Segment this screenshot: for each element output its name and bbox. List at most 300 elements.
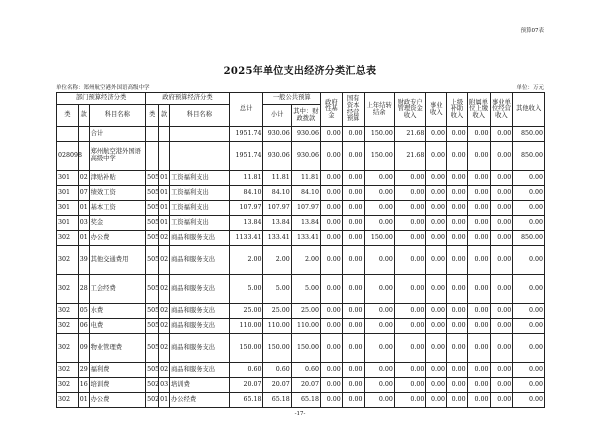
special-account-header: 财政专户管理资金收入 bbox=[394, 93, 426, 127]
cell-glei: 502 bbox=[146, 378, 159, 393]
cell-fiscal: 25.00 bbox=[291, 304, 320, 319]
cell-lei: 301 bbox=[57, 171, 79, 186]
cell-business: 0.00 bbox=[426, 319, 447, 334]
cell-fiscal: 84.10 bbox=[291, 186, 320, 201]
business-income-header: 事业收入 bbox=[426, 93, 447, 127]
dept-group-header: 部门预算经济分类 bbox=[57, 93, 146, 105]
table-row bbox=[57, 127, 545, 142]
cell-fund: 0.00 bbox=[321, 201, 343, 216]
cell-carryover: 0.00 bbox=[364, 334, 394, 363]
cell-superior: 0.00 bbox=[447, 186, 468, 201]
cell-glei: 505 bbox=[146, 186, 159, 201]
cell-operating: 0.00 bbox=[490, 231, 513, 246]
cell-name: 绩效工资 bbox=[89, 186, 146, 201]
cell-fiscal: 150.00 bbox=[291, 334, 320, 363]
cell-carryover: 0.00 bbox=[364, 363, 394, 378]
cell-kuan: 01 bbox=[78, 393, 89, 408]
cell-operating: 0.00 bbox=[490, 393, 513, 408]
dept-subject-header: 科目名称 bbox=[89, 105, 146, 127]
cell-kuan: 01 bbox=[78, 231, 89, 246]
cell-fiscal: 110.00 bbox=[291, 319, 320, 334]
cell-name: 郑州航空港外国语高级中学 bbox=[89, 142, 146, 171]
cell-gkuan: 01 bbox=[159, 171, 170, 186]
cell-operating: 0.00 bbox=[490, 334, 513, 363]
cell-glei bbox=[146, 127, 159, 142]
table-row bbox=[57, 216, 545, 231]
cell-fund: 0.00 bbox=[321, 186, 343, 201]
cell-fiscal: 107.97 bbox=[291, 201, 320, 216]
cell-operating: 0.00 bbox=[490, 246, 513, 275]
cell-fund: 0.00 bbox=[321, 334, 343, 363]
cell-other: 0.00 bbox=[513, 378, 545, 393]
cell-gkuan bbox=[159, 127, 170, 142]
cell-capital: 0.00 bbox=[342, 319, 364, 334]
cell-other: 0.00 bbox=[513, 393, 545, 408]
cell-subtotal: 107.97 bbox=[263, 201, 291, 216]
cell-superior: 0.00 bbox=[447, 127, 468, 142]
cell-gname: 商品和服务支出 bbox=[170, 231, 230, 246]
cell-special: 21.68 bbox=[394, 127, 426, 142]
cell-total: 84.10 bbox=[229, 186, 263, 201]
cell-business: 0.00 bbox=[426, 127, 447, 142]
cell-other: 0.00 bbox=[513, 171, 545, 186]
cell-operating: 0.00 bbox=[490, 216, 513, 231]
cell-total: 107.97 bbox=[229, 201, 263, 216]
cell-gname: 工资福利支出 bbox=[170, 186, 230, 201]
superior-subsidy-header: 上级补助收入 bbox=[447, 93, 468, 127]
cell-affiliated: 0.00 bbox=[467, 378, 490, 393]
cell-carryover: 0.00 bbox=[364, 393, 394, 408]
cell-carryover: 0.00 bbox=[364, 186, 394, 201]
cell-affiliated: 0.00 bbox=[467, 216, 490, 231]
cell-special: 0.00 bbox=[394, 334, 426, 363]
cell-kuan: 29 bbox=[78, 363, 89, 378]
cell-total: 65.18 bbox=[229, 393, 263, 408]
cell-capital: 0.00 bbox=[342, 393, 364, 408]
cell-glei: 505 bbox=[146, 275, 159, 304]
cell-affiliated: 0.00 bbox=[467, 334, 490, 363]
cell-kuan: 05 bbox=[78, 304, 89, 319]
cell-business: 0.00 bbox=[426, 393, 447, 408]
cell-business: 0.00 bbox=[426, 231, 447, 246]
cell-glei: 502 bbox=[146, 393, 159, 408]
cell-affiliated: 0.00 bbox=[467, 171, 490, 186]
cell-gkuan: 02 bbox=[159, 334, 170, 363]
cell-total: 20.07 bbox=[229, 378, 263, 393]
cell-total: 2.00 bbox=[229, 246, 263, 275]
cell-capital: 0.00 bbox=[342, 127, 364, 142]
cell-business: 0.00 bbox=[426, 186, 447, 201]
cell-fund: 0.00 bbox=[321, 231, 343, 246]
cell-superior: 0.00 bbox=[447, 378, 468, 393]
cell-total: 25.00 bbox=[229, 304, 263, 319]
affiliated-income-header: 附属单位上缴收入 bbox=[467, 93, 490, 127]
cell-gname: 工资福利支出 bbox=[170, 201, 230, 216]
cell-name: 办公费 bbox=[89, 393, 146, 408]
cell-operating: 0.00 bbox=[490, 127, 513, 142]
cell-kuan: 09 bbox=[78, 334, 89, 363]
cell-superior: 0.00 bbox=[447, 216, 468, 231]
cell-other: 0.00 bbox=[513, 304, 545, 319]
cell-glei: 505 bbox=[146, 363, 159, 378]
page-title: 2025年单位支出经济分类汇总表 bbox=[223, 66, 377, 77]
cell-capital: 0.00 bbox=[342, 231, 364, 246]
cell-carryover: 150.00 bbox=[364, 127, 394, 142]
cell-gkuan: 01 bbox=[159, 186, 170, 201]
cell-special: 0.00 bbox=[394, 393, 426, 408]
capital-header: 国有资本经营预算 bbox=[342, 93, 364, 127]
cell-superior: 0.00 bbox=[447, 275, 468, 304]
cell-carryover: 0.00 bbox=[364, 304, 394, 319]
cell-business: 0.00 bbox=[426, 334, 447, 363]
cell-superior: 0.00 bbox=[447, 171, 468, 186]
cell-gname: 工资福利支出 bbox=[170, 216, 230, 231]
cell-operating: 0.00 bbox=[490, 378, 513, 393]
cell-gname: 商品和服务支出 bbox=[170, 319, 230, 334]
cell-carryover: 0.00 bbox=[364, 246, 394, 275]
cell-total: 13.84 bbox=[229, 216, 263, 231]
cell-subtotal: 20.07 bbox=[263, 378, 291, 393]
cell-subtotal: 11.81 bbox=[263, 171, 291, 186]
cell-other: 0.00 bbox=[513, 275, 545, 304]
cell-capital: 0.00 bbox=[342, 186, 364, 201]
cell-glei: 505 bbox=[146, 201, 159, 216]
operating-income-header: 事业单位经营收入 bbox=[490, 93, 513, 127]
cell-fund: 0.00 bbox=[321, 393, 343, 408]
cell-subtotal: 25.00 bbox=[263, 304, 291, 319]
cell-fund: 0.00 bbox=[321, 363, 343, 378]
cell-fiscal: 13.84 bbox=[291, 216, 320, 231]
cell-lei: 301 bbox=[57, 186, 79, 201]
cell-operating: 0.00 bbox=[490, 171, 513, 186]
cell-name: 合计 bbox=[89, 127, 146, 142]
table-row bbox=[57, 275, 545, 304]
cell-other: 850.00 bbox=[513, 231, 545, 246]
cell-glei: 505 bbox=[146, 216, 159, 231]
cell-gname: 商品和服务支出 bbox=[170, 304, 230, 319]
cell-operating: 0.00 bbox=[490, 275, 513, 304]
cell-carryover: 0.00 bbox=[364, 216, 394, 231]
gov-subject-header: 科目名称 bbox=[170, 105, 230, 127]
dept-kuan-header: 款 bbox=[78, 105, 89, 127]
cell-gkuan bbox=[159, 142, 170, 171]
cell-glei: 505 bbox=[146, 319, 159, 334]
cell-other: 0.00 bbox=[513, 186, 545, 201]
cell-other: 850.00 bbox=[513, 127, 545, 142]
cell-total: 1951.74 bbox=[229, 142, 263, 171]
cell-capital: 0.00 bbox=[342, 142, 364, 171]
table-row bbox=[57, 201, 545, 216]
cell-affiliated: 0.00 bbox=[467, 393, 490, 408]
cell-superior: 0.00 bbox=[447, 393, 468, 408]
cell-gname: 商品和服务支出 bbox=[170, 275, 230, 304]
cell-fund: 0.00 bbox=[321, 246, 343, 275]
cell-capital: 0.00 bbox=[342, 171, 364, 186]
cell-kuan: 02 bbox=[78, 171, 89, 186]
total-header: 总计 bbox=[229, 93, 263, 127]
cell-lei: 302 bbox=[57, 231, 79, 246]
cell-business: 0.00 bbox=[426, 201, 447, 216]
cell-capital: 0.00 bbox=[342, 275, 364, 304]
cell-gname: 办公经费 bbox=[170, 393, 230, 408]
cell-kuan: 28 bbox=[78, 275, 89, 304]
cell-gkuan: 02 bbox=[159, 319, 170, 334]
cell-affiliated: 0.00 bbox=[467, 275, 490, 304]
table-row bbox=[57, 393, 545, 408]
cell-lei: 302 bbox=[57, 319, 79, 334]
fund-header: 政府性基金 bbox=[321, 93, 343, 127]
cell-capital: 0.00 bbox=[342, 304, 364, 319]
cell-special: 0.00 bbox=[394, 231, 426, 246]
cell-gname: 商品和服务支出 bbox=[170, 334, 230, 363]
cell-lei: 302 bbox=[57, 246, 79, 275]
cell-fiscal: 5.00 bbox=[291, 275, 320, 304]
cell-operating: 0.00 bbox=[490, 319, 513, 334]
other-income-header: 其他收入 bbox=[513, 93, 545, 127]
cell-kuan: 39 bbox=[78, 246, 89, 275]
fiscal-header: 其中：财政拨款 bbox=[291, 105, 320, 127]
cell-business: 0.00 bbox=[426, 171, 447, 186]
cell-special: 0.00 bbox=[394, 319, 426, 334]
cell-carryover: 0.00 bbox=[364, 171, 394, 186]
cell-gkuan: 01 bbox=[159, 393, 170, 408]
cell-name: 水费 bbox=[89, 304, 146, 319]
cell-special: 0.00 bbox=[394, 275, 426, 304]
cell-carryover: 0.00 bbox=[364, 319, 394, 334]
cell-glei: 505 bbox=[146, 231, 159, 246]
cell-kuan: 07 bbox=[78, 186, 89, 201]
cell-gname: 培训费 bbox=[170, 378, 230, 393]
cell-name: 电费 bbox=[89, 319, 146, 334]
cell-affiliated: 0.00 bbox=[467, 304, 490, 319]
cell-business: 0.00 bbox=[426, 363, 447, 378]
cell-subtotal: 150.00 bbox=[263, 334, 291, 363]
cell-affiliated: 0.00 bbox=[467, 201, 490, 216]
cell-subtotal: 930.06 bbox=[263, 127, 291, 142]
cell-other: 0.00 bbox=[513, 363, 545, 378]
cell-subtotal: 5.00 bbox=[263, 275, 291, 304]
cell-business: 0.00 bbox=[426, 304, 447, 319]
cell-operating: 0.00 bbox=[490, 201, 513, 216]
cell-capital: 0.00 bbox=[342, 246, 364, 275]
expenditure-table bbox=[56, 92, 545, 408]
cell-capital: 0.00 bbox=[342, 201, 364, 216]
cell-gname: 商品和服务支出 bbox=[170, 363, 230, 378]
cell-fiscal: 930.06 bbox=[291, 142, 320, 171]
cell-gkuan: 03 bbox=[159, 378, 170, 393]
cell-fiscal: 930.06 bbox=[291, 127, 320, 142]
cell-name: 福利费 bbox=[89, 363, 146, 378]
cell-other: 0.00 bbox=[513, 334, 545, 363]
cell-subtotal: 13.84 bbox=[263, 216, 291, 231]
cell-gkuan: 02 bbox=[159, 304, 170, 319]
table-row bbox=[57, 231, 545, 246]
cell-business: 0.00 bbox=[426, 216, 447, 231]
cell-special: 0.00 bbox=[394, 363, 426, 378]
cell-business: 0.00 bbox=[426, 275, 447, 304]
cell-fund: 0.00 bbox=[321, 304, 343, 319]
cell-subtotal: 133.41 bbox=[263, 231, 291, 246]
cell-carryover: 0.00 bbox=[364, 201, 394, 216]
cell-glei: 505 bbox=[146, 304, 159, 319]
unit-label: 单位名称：郑州航空港外国语高级中学 bbox=[56, 85, 150, 91]
cell-carryover: 0.00 bbox=[364, 378, 394, 393]
cell-kuan: 16 bbox=[78, 378, 89, 393]
cell-business: 0.00 bbox=[426, 378, 447, 393]
general-budget-header: 一般公共预算 bbox=[263, 93, 321, 105]
cell-affiliated: 0.00 bbox=[467, 127, 490, 142]
cell-special: 0.00 bbox=[394, 304, 426, 319]
cell-capital: 0.00 bbox=[342, 216, 364, 231]
cell-kuan: 03 bbox=[78, 216, 89, 231]
cell-lei: 301 bbox=[57, 201, 79, 216]
cell-subtotal: 65.18 bbox=[263, 393, 291, 408]
page-number: -17- bbox=[294, 411, 306, 417]
cell-special: 21.68 bbox=[394, 142, 426, 171]
cell-superior: 0.00 bbox=[447, 304, 468, 319]
cell-subtotal: 930.06 bbox=[263, 142, 291, 171]
cell-lei: 028098 bbox=[57, 142, 79, 171]
cell-special: 0.00 bbox=[394, 201, 426, 216]
cell-name: 基本工资 bbox=[89, 201, 146, 216]
cell-fiscal: 11.81 bbox=[291, 171, 320, 186]
cell-fund: 0.00 bbox=[321, 142, 343, 171]
table-row bbox=[57, 142, 545, 171]
cell-lei: 302 bbox=[57, 363, 79, 378]
cell-business: 0.00 bbox=[426, 142, 447, 171]
cell-lei: 302 bbox=[57, 304, 79, 319]
cell-gkuan: 01 bbox=[159, 201, 170, 216]
cell-total: 150.00 bbox=[229, 334, 263, 363]
table-row bbox=[57, 171, 545, 186]
cell-affiliated: 0.00 bbox=[467, 363, 490, 378]
cell-special: 0.00 bbox=[394, 246, 426, 275]
cell-fund: 0.00 bbox=[321, 275, 343, 304]
cell-superior: 0.00 bbox=[447, 201, 468, 216]
cell-name: 其他交通费用 bbox=[89, 246, 146, 275]
table-row bbox=[57, 186, 545, 201]
cell-superior: 0.00 bbox=[447, 142, 468, 171]
cell-fiscal: 133.41 bbox=[291, 231, 320, 246]
cell-fiscal: 20.07 bbox=[291, 378, 320, 393]
cell-fund: 0.00 bbox=[321, 171, 343, 186]
cell-total: 5.00 bbox=[229, 275, 263, 304]
cell-operating: 0.00 bbox=[490, 142, 513, 171]
cell-name: 工会经费 bbox=[89, 275, 146, 304]
cell-capital: 0.00 bbox=[342, 378, 364, 393]
cell-affiliated: 0.00 bbox=[467, 186, 490, 201]
cell-lei: 302 bbox=[57, 393, 79, 408]
cell-other: 0.00 bbox=[513, 319, 545, 334]
cell-fiscal: 2.00 bbox=[291, 246, 320, 275]
cell-superior: 0.00 bbox=[447, 319, 468, 334]
cell-total: 110.00 bbox=[229, 319, 263, 334]
cell-gname bbox=[170, 127, 230, 142]
table-row bbox=[57, 378, 545, 393]
gov-kuan-header: 款 bbox=[159, 105, 170, 127]
cell-fund: 0.00 bbox=[321, 127, 343, 142]
cell-operating: 0.00 bbox=[490, 304, 513, 319]
cell-superior: 0.00 bbox=[447, 246, 468, 275]
cell-lei bbox=[57, 127, 79, 142]
cell-gkuan: 02 bbox=[159, 231, 170, 246]
cell-fund: 0.00 bbox=[321, 216, 343, 231]
cell-subtotal: 110.00 bbox=[263, 319, 291, 334]
cell-name: 津贴补贴 bbox=[89, 171, 146, 186]
cell-superior: 0.00 bbox=[447, 334, 468, 363]
cell-other: 0.00 bbox=[513, 201, 545, 216]
cell-name: 培训费 bbox=[89, 378, 146, 393]
cell-kuan: 06 bbox=[78, 319, 89, 334]
cell-glei bbox=[146, 142, 159, 171]
cell-other: 850.00 bbox=[513, 142, 545, 171]
cell-other: 0.00 bbox=[513, 216, 545, 231]
gov-group-header: 政府预算经济分类 bbox=[146, 93, 230, 105]
cell-gkuan: 02 bbox=[159, 275, 170, 304]
cell-name: 物业管理费 bbox=[89, 334, 146, 363]
cell-lei: 301 bbox=[57, 216, 79, 231]
cell-carryover: 150.00 bbox=[364, 231, 394, 246]
cell-operating: 0.00 bbox=[490, 186, 513, 201]
cell-superior: 0.00 bbox=[447, 363, 468, 378]
cell-name: 奖金 bbox=[89, 216, 146, 231]
table-row bbox=[57, 334, 545, 363]
cell-glei: 505 bbox=[146, 171, 159, 186]
cell-special: 0.00 bbox=[394, 186, 426, 201]
cell-kuan: 01 bbox=[78, 201, 89, 216]
cell-fiscal: 65.18 bbox=[291, 393, 320, 408]
table-row bbox=[57, 304, 545, 319]
cell-gname: 工资福利支出 bbox=[170, 171, 230, 186]
cell-affiliated: 0.00 bbox=[467, 142, 490, 171]
cell-name: 办公费 bbox=[89, 231, 146, 246]
cell-carryover: 0.00 bbox=[364, 275, 394, 304]
cell-carryover: 150.00 bbox=[364, 142, 394, 171]
cell-fund: 0.00 bbox=[321, 378, 343, 393]
cell-capital: 0.00 bbox=[342, 363, 364, 378]
cell-kuan bbox=[78, 127, 89, 142]
cell-gname bbox=[170, 142, 230, 171]
cell-total: 1951.74 bbox=[229, 127, 263, 142]
cell-lei: 302 bbox=[57, 378, 79, 393]
table-row bbox=[57, 246, 545, 275]
cell-special: 0.00 bbox=[394, 171, 426, 186]
cell-gkuan: 01 bbox=[159, 216, 170, 231]
cell-gkuan: 02 bbox=[159, 246, 170, 275]
cell-capital: 0.00 bbox=[342, 334, 364, 363]
cell-total: 0.60 bbox=[229, 363, 263, 378]
cell-glei: 505 bbox=[146, 246, 159, 275]
subtotal-header: 小计 bbox=[263, 105, 291, 127]
cell-lei: 302 bbox=[57, 334, 79, 363]
cell-subtotal: 84.10 bbox=[263, 186, 291, 201]
cell-affiliated: 0.00 bbox=[467, 319, 490, 334]
cell-other: 0.00 bbox=[513, 246, 545, 275]
cell-subtotal: 0.60 bbox=[263, 363, 291, 378]
page-ref: 预算07表 bbox=[520, 28, 544, 34]
gov-lei-header: 类 bbox=[146, 105, 159, 127]
cell-affiliated: 0.00 bbox=[467, 246, 490, 275]
table-row bbox=[57, 363, 545, 378]
dept-lei-header: 类 bbox=[57, 105, 79, 127]
cell-fund: 0.00 bbox=[321, 319, 343, 334]
cell-special: 0.00 bbox=[394, 216, 426, 231]
carryover-header: 上年结转结余 bbox=[364, 93, 394, 127]
cell-affiliated: 0.00 bbox=[467, 231, 490, 246]
cell-gkuan: 02 bbox=[159, 363, 170, 378]
cell-operating: 0.00 bbox=[490, 363, 513, 378]
cell-subtotal: 2.00 bbox=[263, 246, 291, 275]
